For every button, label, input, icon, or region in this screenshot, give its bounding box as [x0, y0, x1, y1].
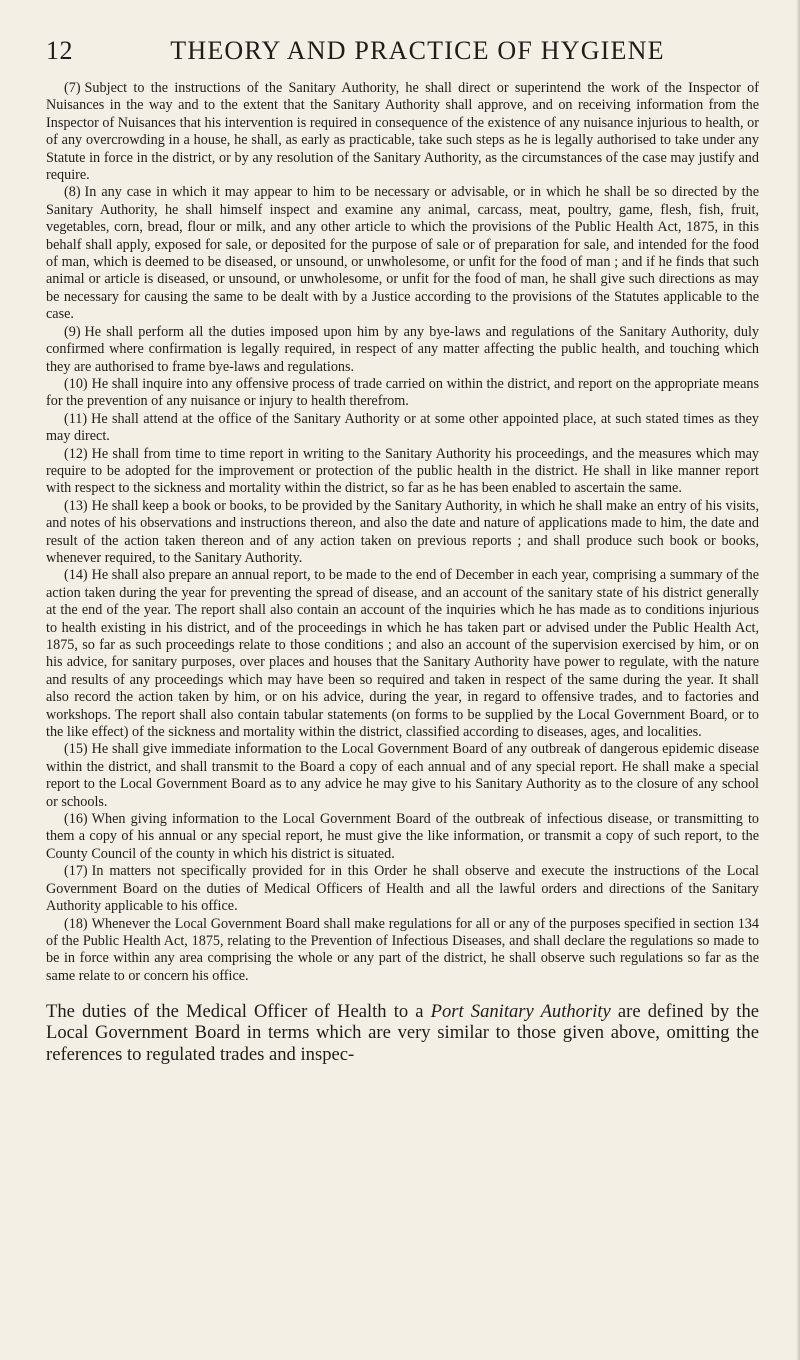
closing-text-end: are defined by the Local Government Board in terms which are very similar to those given above, omitting the references to regulated trades and inspec- — [46, 1001, 759, 1065]
clause-text: He shall perform all the duties imposed upon him by any bye-laws and regulations of the Sanitary Authority, duly confirmed where confirmation is legally required, in respect of any matter affecting the public health, and touching which they are authorised to frame bye-laws and regulations. — [46, 323, 759, 375]
paragraph-11 — [46, 411, 759, 446]
paragraph-15 — [46, 741, 759, 811]
running-header — [46, 36, 759, 80]
clause-number: (11) — [64, 410, 88, 427]
clause-text: He shall attend at the office of the Sanitary Authority or at some other appointed place, at such stated times as they may direct. — [46, 410, 759, 445]
paragraph-7 — [46, 80, 759, 184]
clause-text: In matters not specifically provided for in this Order he shall observe and execute the instructions of the Local Government Board on the duties of Medical Officers of Health and all the lawful orders and directions of the Sanitary Authority applicable to his office. — [46, 863, 759, 915]
clause-text: He shall give immediate information to the Local Government Board of any outbreak of dangerous epidemic disease within the district, and shall transmit to the Board a copy of each annual and of any special report. He shall make a special report to the Local Government Board as to any advice he may give to his Sanitary Authority as to the closure of any school or schools. — [46, 741, 759, 810]
clause-number: (8) — [64, 184, 81, 201]
paragraph-14 — [46, 567, 759, 741]
clause-number: (17) — [64, 863, 88, 880]
clause-number: (9) — [64, 323, 81, 340]
paragraph-13 — [46, 498, 759, 568]
clause-number: (14) — [64, 567, 88, 584]
body-text — [46, 80, 759, 985]
clause-number: (15) — [64, 741, 88, 758]
clause-number: (13) — [64, 497, 88, 514]
clause-text: Subject to the instructions of the Sanitary Authority, he shall direct or superintend the work of the Inspector of Nuisances in the way and to the extent that the Sanitary Authority shall approve, and on receiving information from the Inspector of Nuisances that his intervention is required in consequence of the existence of any nuisance injurious to health, or of any overcrowding in a house, he shall, as early as practicable, take such steps as he is legally authorised to take under any Statute in force in the district, or by any resolution of the Sanitary Authority, as the circumstances of the case may justify and require. — [46, 80, 759, 184]
clause-number: (10) — [64, 375, 88, 392]
paragraph-8 — [46, 184, 759, 323]
paragraph-9 — [46, 324, 759, 376]
clause-text: He shall inquire into any offensive process of trade carried on within the district, and report on the appropriate means for the prevention of any nuisance or injury to health therefrom. — [46, 375, 759, 410]
closing-paragraph — [46, 1001, 759, 1065]
clause-number: (16) — [64, 811, 88, 828]
paragraph-18 — [46, 916, 759, 986]
clause-text: When giving information to the Local Government Board of the outbreak of infectious disease, or transmitting to them a copy of his annual or any special report, he must give the like information, or transmit a copy of such report, to the County Council of the county in which his district is situated. — [46, 811, 759, 862]
closing-italic-term: Port Sanitary Authority — [430, 1001, 611, 1023]
clause-number: (18) — [64, 915, 88, 932]
paragraph-12 — [46, 446, 759, 498]
clause-number: (7) — [64, 80, 81, 96]
paragraph-16 — [46, 811, 759, 863]
clause-text: He shall from time to time report in writing to the Sanitary Authority his proceedings, and the measures which may require to be adopted for the improvement or protection of the public health in the district. He shall in like manner report with respect to the sickness and mortality within the district, so far as he has been enabled to ascertain the same. — [46, 445, 759, 497]
paragraph-10 — [46, 376, 759, 411]
clause-text: He shall keep a book or books, to be provided by the Sanitary Authority, in which he shall make an entry of his visits, and notes of his observations and instructions thereon, and also the date and nature of applications made to him, the date and result of the action taken thereon and of any action taken on previous reports ; and shall produce such book or books, whenever required, to the Sanitary Authority. — [46, 497, 759, 566]
clause-text: Whenever the Local Government Board shall make regulations for all or any of the purposes specified in section 134 of the Public Health Act, 1875, relating to the Prevention of Infectious Diseases, and shall declare the regulations so made to be in force within any area comprising the whole or any part of the district, he shall observe such regulations so far as the same relate to or concern his office. — [46, 915, 759, 984]
page-edge-shadow — [796, 0, 800, 1360]
paragraph-17 — [46, 863, 759, 915]
closing-text-start: The duties of the Medical Officer of Health to a — [46, 1001, 431, 1023]
clause-number: (12) — [64, 445, 88, 462]
running-title: THEORY AND PRACTICE OF HYGIENE — [170, 36, 665, 65]
page-number: 12 — [46, 36, 73, 65]
clause-text: He shall also prepare an annual report, to be made to the end of December in each year, comprising a summary of the action taken during the year for preventing the spread of disease, and an account of the sanitary state of his district generally at the end of the year. The report shall also contain an account of the inquiries which he has made as to conditions injurious to health existing in his district, and of the proceedings in which he has taken part or advised under the Public Health Act, 1875, so far as such proceedings relate to those conditions ; and also an account of the supervision exercised by him, or on his advice, for sanitary purposes, over places and houses that the Sanitary Authority have power to regulate, with the nature and results of any proceedings which may have been so required and taken in respect of the same during the year. It shall also record the action taken by him, or on his advice, during the year, in regard to offensive trades, and to factories and workshops. The report shall also contain tabular statements (on forms to be supplied by the Local Government Board, or to the like effect) of the sickness and mortality within the district, classified according to diseases, ages, and localities. — [46, 567, 759, 741]
clause-text: In any case in which it may appear to him to be necessary or advisable, or in which he shall be so directed by the Sanitary Authority, he shall himself inspect and examine any animal, carcass, meat, poultry, game, flesh, fish, fruit, vegetables, corn, bread, flour or milk, and any other article to which the provisions of the Public Health Act, 1875, in this behalf shall apply, exposed for sale, or deposited for the purpose of sale or of preparation for sale, and intended for the food of man, which is deemed to be diseased, or unsound, or unwholesome, or unfit for the food of man ; and if he finds that such animal or article is diseased, or unsound, or unwholesome, or unfit for the food of man, he shall give such directions as may be necessary for causing the same to be dealt with by a Justice according to the provisions of the Statutes applicable to the case. — [46, 184, 759, 323]
